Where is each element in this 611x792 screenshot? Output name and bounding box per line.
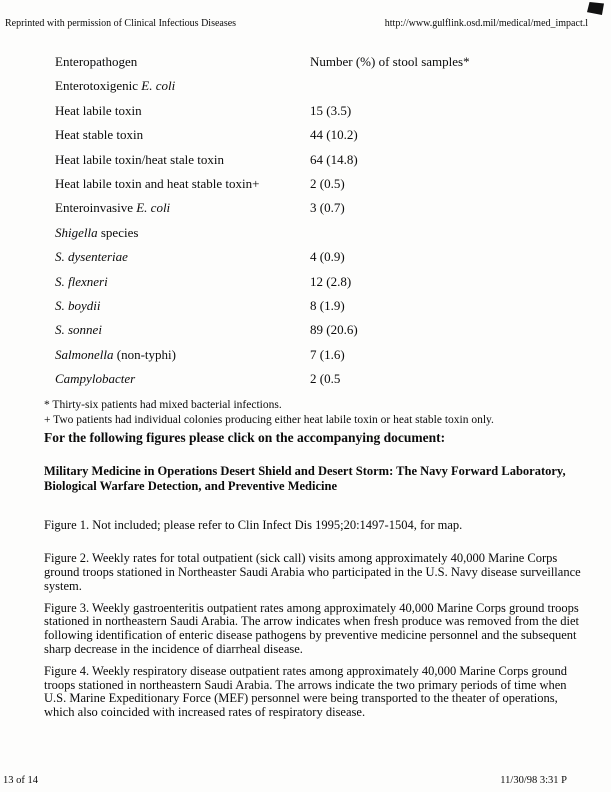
table-row bbox=[55, 148, 585, 172]
table-row bbox=[55, 270, 585, 294]
label-italic: S. flexneri bbox=[55, 273, 108, 289]
table-row bbox=[55, 318, 585, 342]
sample-value: 3 (0.7) bbox=[310, 200, 345, 216]
table-row bbox=[55, 74, 585, 98]
label-italic: E. coli bbox=[136, 200, 171, 216]
pathogen-label bbox=[55, 221, 310, 245]
table-row bbox=[55, 196, 585, 220]
pathogen-label bbox=[55, 99, 310, 123]
pathogen-label bbox=[55, 196, 310, 220]
table-row bbox=[55, 123, 585, 147]
label-pre: Heat labile toxin bbox=[55, 102, 142, 118]
pathogen-label bbox=[55, 343, 310, 367]
label-pre: Heat labile toxin and heat stable toxin+ bbox=[55, 175, 260, 191]
sample-value: 44 (10.2) bbox=[310, 127, 358, 143]
figure-1-caption: Figure 1. Not included; please refer to Clin Infect Dis 1995;20:1497-1504, for map. bbox=[44, 518, 463, 533]
page-header bbox=[5, 18, 588, 29]
table-row bbox=[55, 245, 585, 269]
pathogen-label bbox=[55, 74, 310, 98]
label-italic: Salmonella bbox=[55, 346, 114, 362]
table-row bbox=[55, 294, 585, 318]
label-post: (non-typhi) bbox=[113, 346, 176, 362]
document-content bbox=[44, 50, 585, 728]
table-row bbox=[55, 172, 585, 196]
label-italic: S. dysenteriae bbox=[55, 249, 128, 265]
sample-value: 7 (1.6) bbox=[310, 346, 345, 362]
sample-value: 64 (14.8) bbox=[310, 151, 358, 167]
sample-value: 4 (0.9) bbox=[310, 249, 345, 265]
pathogen-label bbox=[55, 148, 310, 172]
table-header-row bbox=[55, 50, 585, 74]
table-row bbox=[55, 367, 585, 391]
sample-value: 2 (0.5 bbox=[310, 371, 341, 387]
pathogen-label bbox=[55, 245, 310, 269]
pathogen-label bbox=[55, 172, 310, 196]
scan-artifact bbox=[587, 2, 604, 15]
column-header-enteropathogen: Enteropathogen bbox=[55, 54, 138, 69]
label-pre: Heat stable toxin bbox=[55, 127, 144, 143]
table-footnotes bbox=[44, 398, 585, 427]
page-number: 13 of 14 bbox=[3, 775, 38, 786]
label-pre: Enterotoxigenic bbox=[55, 78, 142, 94]
table-row bbox=[55, 99, 585, 123]
figure-2-caption: Figure 2. Weekly rates for total outpatient (sick call) visits among approximately 40,000 Marine Corps ground troops stationed in Northeaster Saudi Arabia who participated in the U.S. Navy disease surveillance system. bbox=[44, 551, 581, 593]
sample-value bbox=[310, 221, 585, 245]
pathogen-label bbox=[55, 123, 310, 147]
sample-value: 15 (3.5) bbox=[310, 102, 352, 118]
document-title: Military Medicine in Operations Desert Shield and Desert Storm: The Navy Forward Laboratory, Biological Warfare Detection, and Preventive Medicine bbox=[44, 464, 566, 494]
pathogen-label bbox=[55, 294, 310, 318]
sample-value: 89 (20.6) bbox=[310, 322, 358, 338]
pathogen-label bbox=[55, 270, 310, 294]
enteropathogen-table bbox=[55, 50, 585, 391]
pathogen-label bbox=[55, 367, 310, 391]
label-italic: Campylobacter bbox=[55, 371, 136, 387]
label-pre: Heat labile toxin/heat stale toxin bbox=[55, 151, 224, 167]
sample-value bbox=[310, 74, 585, 98]
reprint-notice: Reprinted with permission of Clinical Infectious Diseases bbox=[5, 18, 237, 29]
figure-captions bbox=[44, 519, 585, 720]
footnote-plus: + Two patients had individual colonies producing either heat labile toxin or heat stable toxin only. bbox=[44, 413, 494, 426]
click-instruction: For the following figures please click on the accompanying document: bbox=[44, 430, 446, 446]
table-row bbox=[55, 221, 585, 245]
label-italic: S. boydii bbox=[55, 297, 101, 313]
label-post: species bbox=[97, 224, 139, 240]
label-pre: Enteroinvasive bbox=[55, 200, 137, 216]
label-italic: Shigella bbox=[55, 224, 98, 240]
sample-value: 2 (0.5) bbox=[310, 175, 345, 191]
print-timestamp: 11/30/98 3:31 P bbox=[500, 775, 567, 786]
table-row bbox=[55, 343, 585, 367]
sample-value: 12 (2.8) bbox=[310, 273, 352, 289]
source-url: http://www.gulflink.osd.mil/medical/med_impact.l bbox=[384, 18, 588, 29]
figure-4-caption: Figure 4. Weekly respiratory disease outpatient rates among approximately 40,000 Marine Corps ground troops stationed in northeastern Saudi Arabia. The arrows indicate the two primary periods of time when U.S. Marine Expeditionary Force (MEF) personnel were being transported to the theater of operations, which also coincided with increased rates of respiratory disease. bbox=[44, 663, 567, 720]
figure-3-caption: Figure 3. Weekly gastroenteritis outpatient rates among approximately 40,000 Marine Corps ground troops stationed in northeastern Saudi Arabia. The arrow indicates when fresh produce was removed from the diet following identification of enteric disease pathogens by preventive medicine personnel and the subsequent sharp decrease in the incidence of diarrheal disease. bbox=[44, 600, 580, 657]
pathogen-label bbox=[55, 318, 310, 342]
sample-value: 8 (1.9) bbox=[310, 297, 345, 313]
column-header-samples: Number (%) of stool samples* bbox=[310, 54, 470, 69]
footnote-asterisk: * Thirty-six patients had mixed bacterial infections. bbox=[44, 399, 282, 412]
label-italic: S. sonnei bbox=[55, 322, 102, 338]
label-italic: E. coli bbox=[141, 78, 176, 94]
